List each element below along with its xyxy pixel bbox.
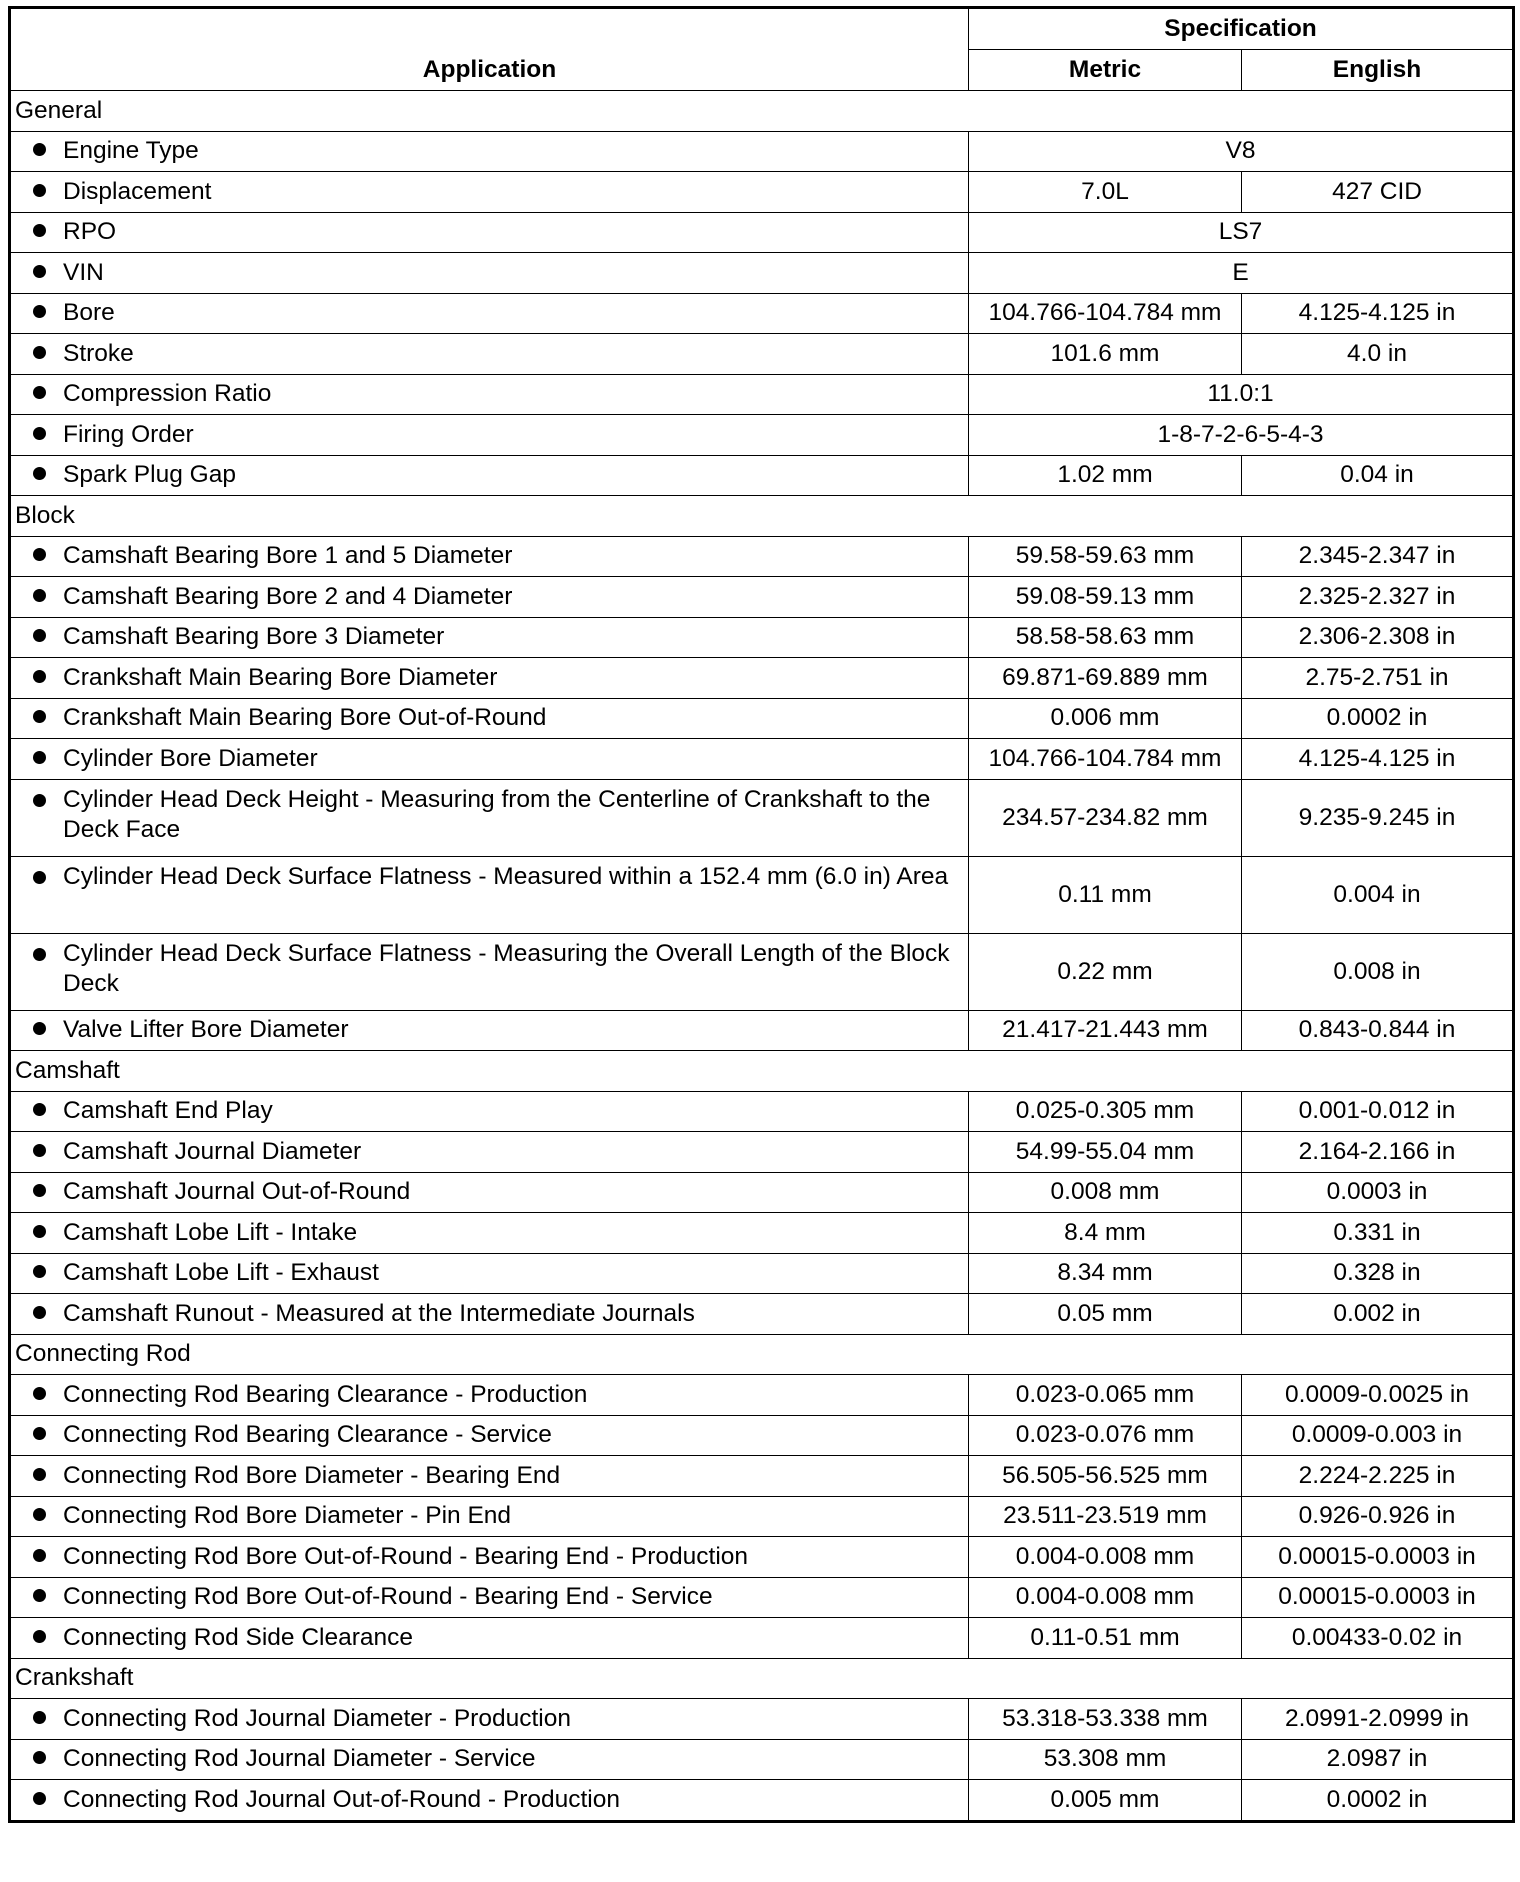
table-row	[10, 1496, 1514, 1537]
bullet-icon	[33, 386, 46, 399]
application-label: Connecting Rod Journal Diameter - Production	[63, 1704, 571, 1732]
english-value: 0.0003 in	[1242, 1172, 1514, 1213]
table-row	[10, 1213, 1514, 1254]
application-cell	[10, 455, 969, 496]
metric-value: 234.57-234.82 mm	[969, 779, 1242, 856]
section-row	[10, 91, 1514, 132]
metric-value: 0.006 mm	[969, 698, 1242, 739]
application-cell	[10, 856, 969, 933]
bullet-icon	[33, 467, 46, 480]
spec-table-body	[10, 91, 1514, 1822]
bullet-icon	[33, 751, 46, 764]
english-value: 9.235-9.245 in	[1242, 779, 1514, 856]
english-value: 0.926-0.926 in	[1242, 1496, 1514, 1537]
application-cell	[10, 1091, 969, 1132]
application-label: Displacement	[63, 177, 212, 205]
application-label: Valve Lifter Bore Diameter	[63, 1016, 349, 1044]
application-cell	[10, 415, 969, 456]
table-row	[10, 1294, 1514, 1335]
bullet-icon	[33, 265, 46, 278]
table-row	[10, 933, 1514, 1010]
application-label: Connecting Rod Bearing Clearance - Production	[63, 1380, 588, 1408]
bullet-icon	[33, 948, 46, 961]
bullet-icon	[33, 224, 46, 237]
table-row	[10, 172, 1514, 213]
application-cell	[10, 172, 969, 213]
table-row	[10, 856, 1514, 933]
application-label: Connecting Rod Journal Out-of-Round - Production	[63, 1785, 621, 1813]
table-row	[10, 1739, 1514, 1780]
application-cell	[10, 1253, 969, 1294]
english-value: 2.306-2.308 in	[1242, 617, 1514, 658]
application-cell	[10, 617, 969, 658]
application-label: Camshaft Bearing Bore 3 Diameter	[63, 623, 445, 651]
english-value: 2.224-2.225 in	[1242, 1456, 1514, 1497]
spec-sheet	[8, 6, 1512, 1823]
metric-value: 0.22 mm	[969, 933, 1242, 1010]
application-label: RPO	[63, 218, 117, 246]
metric-value: 69.871-69.889 mm	[969, 658, 1242, 699]
table-row	[10, 374, 1514, 415]
section-row	[10, 1658, 1514, 1699]
spec-value-merged: 11.0:1	[969, 374, 1514, 415]
bullet-icon	[33, 1508, 46, 1521]
application-cell	[10, 1739, 969, 1780]
application-label: Connecting Rod Journal Diameter - Service	[63, 1745, 536, 1773]
table-row	[10, 1618, 1514, 1659]
metric-value: 1.02 mm	[969, 455, 1242, 496]
metric-value: 8.34 mm	[969, 1253, 1242, 1294]
metric-value: 56.505-56.525 mm	[969, 1456, 1242, 1497]
application-cell	[10, 131, 969, 172]
english-value: 0.843-0.844 in	[1242, 1010, 1514, 1051]
english-value: 2.0991-2.0999 in	[1242, 1699, 1514, 1740]
bullet-icon	[33, 1630, 46, 1643]
application-label: Connecting Rod Side Clearance	[63, 1623, 414, 1651]
spec-value-merged: 1-8-7-2-6-5-4-3	[969, 415, 1514, 456]
application-cell	[10, 293, 969, 334]
spec-value-merged: E	[969, 253, 1514, 294]
english-value: 0.00433-0.02 in	[1242, 1618, 1514, 1659]
metric-value: 8.4 mm	[969, 1213, 1242, 1254]
bullet-icon	[33, 589, 46, 602]
english-value: 0.00015-0.0003 in	[1242, 1577, 1514, 1618]
table-row	[10, 1010, 1514, 1051]
application-label: Connecting Rod Bore Out-of-Round - Bearing End - Service	[63, 1583, 713, 1611]
metric-value: 59.08-59.13 mm	[969, 577, 1242, 618]
section-row	[10, 1334, 1514, 1375]
bullet-icon	[33, 670, 46, 683]
english-value: 2.325-2.327 in	[1242, 577, 1514, 618]
application-cell	[10, 779, 969, 856]
english-value: 2.345-2.347 in	[1242, 536, 1514, 577]
table-row	[10, 1577, 1514, 1618]
application-label: Engine Type	[63, 137, 199, 165]
application-cell	[10, 334, 969, 375]
english-value: 427 CID	[1242, 172, 1514, 213]
metric-value: 104.766-104.784 mm	[969, 739, 1242, 780]
bullet-icon	[33, 794, 46, 807]
application-label: Connecting Rod Bore Diameter - Bearing End	[63, 1461, 561, 1489]
table-row	[10, 415, 1514, 456]
application-cell	[10, 374, 969, 415]
application-label: Cylinder Bore Diameter	[63, 744, 318, 772]
application-cell	[10, 658, 969, 699]
english-value: 0.0002 in	[1242, 698, 1514, 739]
metric-value: 104.766-104.784 mm	[969, 293, 1242, 334]
metric-value: 0.025-0.305 mm	[969, 1091, 1242, 1132]
spec-value-merged: V8	[969, 131, 1514, 172]
application-cell	[10, 1699, 969, 1740]
application-label: Camshaft Journal Out-of-Round	[63, 1178, 411, 1206]
english-value: 0.0009-0.0025 in	[1242, 1375, 1514, 1416]
bullet-icon	[33, 1751, 46, 1764]
metric-value: 0.11 mm	[969, 856, 1242, 933]
application-label: Connecting Rod Bore Diameter - Pin End	[63, 1502, 512, 1530]
table-row	[10, 334, 1514, 375]
table-row	[10, 1415, 1514, 1456]
application-cell	[10, 1780, 969, 1822]
table-row	[10, 212, 1514, 253]
section-title: General	[10, 91, 1514, 132]
application-label: Camshaft Lobe Lift - Intake	[63, 1218, 358, 1246]
application-label: Stroke	[63, 339, 134, 367]
bullet-icon	[33, 1022, 46, 1035]
bullet-icon	[33, 548, 46, 561]
english-value: 4.0 in	[1242, 334, 1514, 375]
application-label: Spark Plug Gap	[63, 461, 236, 489]
table-row	[10, 1456, 1514, 1497]
application-label: Camshaft Runout - Measured at the Intermediate Journals	[63, 1299, 695, 1327]
english-value: 0.328 in	[1242, 1253, 1514, 1294]
application-cell	[10, 1496, 969, 1537]
table-row	[10, 1172, 1514, 1213]
metric-value: 0.004-0.008 mm	[969, 1577, 1242, 1618]
bullet-icon	[33, 871, 46, 884]
english-header: English	[1242, 50, 1514, 91]
application-label: Camshaft Journal Diameter	[63, 1137, 362, 1165]
table-row	[10, 779, 1514, 856]
bullet-icon	[33, 427, 46, 440]
metric-value: 7.0L	[969, 172, 1242, 213]
section-row	[10, 1051, 1514, 1092]
bullet-icon	[33, 1468, 46, 1481]
application-cell	[10, 1132, 969, 1173]
section-title: Block	[10, 496, 1514, 537]
application-cell	[10, 933, 969, 1010]
table-row	[10, 1132, 1514, 1173]
application-label: Crankshaft Main Bearing Bore Diameter	[63, 663, 498, 691]
table-row	[10, 1375, 1514, 1416]
bullet-icon	[33, 1589, 46, 1602]
application-label: VIN	[63, 258, 104, 286]
metric-value: 23.511-23.519 mm	[969, 1496, 1242, 1537]
table-row	[10, 293, 1514, 334]
section-title: Connecting Rod	[10, 1334, 1514, 1375]
english-value: 0.331 in	[1242, 1213, 1514, 1254]
english-value: 0.004 in	[1242, 856, 1514, 933]
application-label: Camshaft End Play	[63, 1097, 273, 1125]
english-value: 4.125-4.125 in	[1242, 293, 1514, 334]
application-label: Camshaft Bearing Bore 1 and 5 Diameter	[63, 542, 513, 570]
bullet-icon	[33, 143, 46, 156]
section-title: Camshaft	[10, 1051, 1514, 1092]
metric-value: 58.58-58.63 mm	[969, 617, 1242, 658]
metric-value: 0.11-0.51 mm	[969, 1618, 1242, 1659]
application-cell	[10, 1172, 969, 1213]
metric-value: 53.318-53.338 mm	[969, 1699, 1242, 1740]
application-cell	[10, 1537, 969, 1578]
bullet-icon	[33, 710, 46, 723]
table-row	[10, 577, 1514, 618]
application-cell	[10, 577, 969, 618]
english-value: 2.0987 in	[1242, 1739, 1514, 1780]
bullet-icon	[33, 346, 46, 359]
metric-value: 0.004-0.008 mm	[969, 1537, 1242, 1578]
bullet-icon	[33, 1265, 46, 1278]
table-row	[10, 455, 1514, 496]
application-label: Compression Ratio	[63, 380, 272, 408]
bullet-icon	[33, 1427, 46, 1440]
english-value: 4.125-4.125 in	[1242, 739, 1514, 780]
application-label: Cylinder Head Deck Surface Flatness - Measuring the Overall Length of the Block Deck	[63, 939, 950, 997]
application-cell	[10, 536, 969, 577]
application-label: Camshaft Lobe Lift - Exhaust	[63, 1259, 379, 1287]
bullet-icon	[33, 184, 46, 197]
table-row	[10, 658, 1514, 699]
table-row	[10, 1537, 1514, 1578]
bullet-icon	[33, 629, 46, 642]
specification-header: Specification	[969, 8, 1514, 50]
application-header: Application	[10, 8, 969, 91]
bullet-icon	[33, 1225, 46, 1238]
english-value: 0.00015-0.0003 in	[1242, 1537, 1514, 1578]
english-value: 0.002 in	[1242, 1294, 1514, 1335]
application-cell	[10, 1456, 969, 1497]
english-value: 2.75-2.751 in	[1242, 658, 1514, 699]
application-label: Camshaft Bearing Bore 2 and 4 Diameter	[63, 582, 513, 610]
table-row	[10, 617, 1514, 658]
application-cell	[10, 1294, 969, 1335]
application-cell	[10, 1577, 969, 1618]
metric-value: 0.023-0.065 mm	[969, 1375, 1242, 1416]
bullet-icon	[33, 1711, 46, 1724]
bullet-icon	[33, 1306, 46, 1319]
table-row	[10, 1780, 1514, 1822]
section-title: Crankshaft	[10, 1658, 1514, 1699]
bullet-icon	[33, 1184, 46, 1197]
metric-value: 101.6 mm	[969, 334, 1242, 375]
english-value: 0.04 in	[1242, 455, 1514, 496]
application-cell	[10, 1010, 969, 1051]
table-row	[10, 131, 1514, 172]
application-cell	[10, 1618, 969, 1659]
table-row	[10, 253, 1514, 294]
metric-value: 59.58-59.63 mm	[969, 536, 1242, 577]
metric-value: 0.008 mm	[969, 1172, 1242, 1213]
metric-value: 0.005 mm	[969, 1780, 1242, 1822]
application-label: Crankshaft Main Bearing Bore Out-of-Round	[63, 704, 547, 732]
bullet-icon	[33, 1549, 46, 1562]
application-cell	[10, 1213, 969, 1254]
application-cell	[10, 1375, 969, 1416]
application-cell	[10, 212, 969, 253]
bullet-icon	[33, 1792, 46, 1805]
bullet-icon	[33, 1387, 46, 1400]
application-cell	[10, 1415, 969, 1456]
table-row	[10, 1699, 1514, 1740]
application-cell	[10, 698, 969, 739]
english-value: 2.164-2.166 in	[1242, 1132, 1514, 1173]
metric-value: 53.308 mm	[969, 1739, 1242, 1780]
application-label: Firing Order	[63, 420, 194, 448]
table-row	[10, 698, 1514, 739]
application-label: Connecting Rod Bore Out-of-Round - Bearing End - Production	[63, 1542, 749, 1570]
english-value: 0.0002 in	[1242, 1780, 1514, 1822]
english-value: 0.001-0.012 in	[1242, 1091, 1514, 1132]
application-cell	[10, 739, 969, 780]
metric-value: 54.99-55.04 mm	[969, 1132, 1242, 1173]
metric-value: 0.023-0.076 mm	[969, 1415, 1242, 1456]
application-label: Cylinder Head Deck Height - Measuring from the Centerline of Crankshaft to the Deck Face	[63, 785, 931, 843]
bullet-icon	[33, 305, 46, 318]
english-value: 0.0009-0.003 in	[1242, 1415, 1514, 1456]
application-label: Connecting Rod Bearing Clearance - Service	[63, 1421, 552, 1449]
application-cell	[10, 253, 969, 294]
application-label: Bore	[63, 299, 115, 327]
table-row	[10, 1091, 1514, 1132]
metric-value: 21.417-21.443 mm	[969, 1010, 1242, 1051]
table-row	[10, 536, 1514, 577]
table-row	[10, 739, 1514, 780]
section-row	[10, 496, 1514, 537]
english-value: 0.008 in	[1242, 933, 1514, 1010]
spec-value-merged: LS7	[969, 212, 1514, 253]
bullet-icon	[33, 1103, 46, 1116]
metric-header: Metric	[969, 50, 1242, 91]
bullet-icon	[33, 1144, 46, 1157]
application-label: Cylinder Head Deck Surface Flatness - Measured within a 152.4 mm (6.0 in) Area	[63, 862, 949, 890]
spec-table	[8, 6, 1515, 1823]
metric-value: 0.05 mm	[969, 1294, 1242, 1335]
table-row	[10, 1253, 1514, 1294]
